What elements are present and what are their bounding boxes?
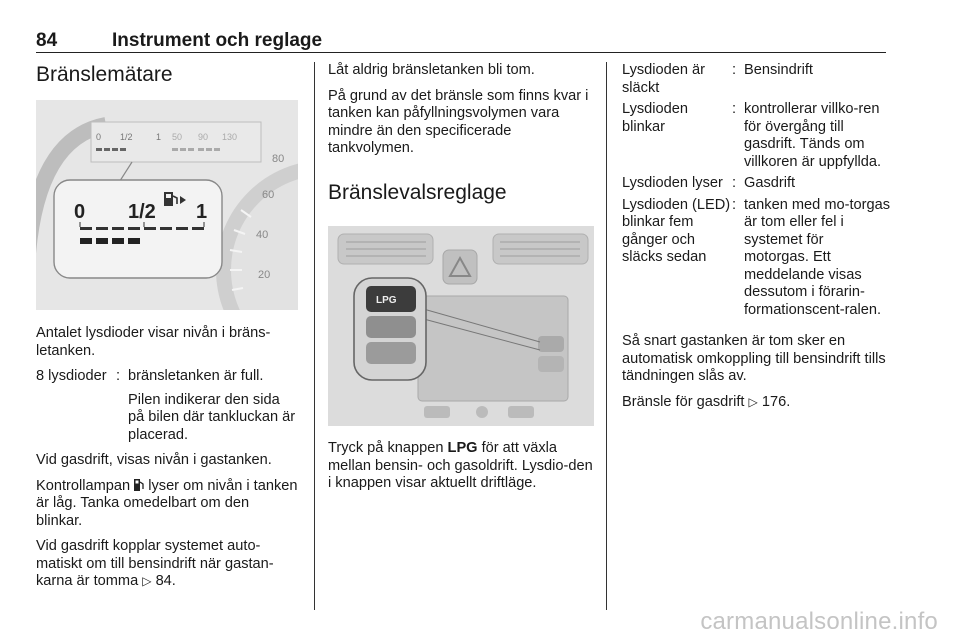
gauge-paragraph-3-a: Kontrollampan xyxy=(36,477,131,494)
led-status-desc: Gasdrift xyxy=(744,175,796,191)
led-status-desc: kontrollerar villko-ren för övergång till gasdrift. Tänds om villkoren är uppfyllda. xyxy=(744,101,882,170)
dial-mark-40: 40 xyxy=(256,229,269,241)
speed-mark-90: 90 xyxy=(198,132,209,142)
small-scale-1: 1 xyxy=(156,132,162,142)
led-status-colon: : xyxy=(732,62,737,78)
header-rule xyxy=(36,52,886,53)
led-status-term: Lysdioden är släckt xyxy=(622,62,706,96)
led-status-row xyxy=(622,175,890,193)
page-number: 84 xyxy=(36,30,58,51)
definition-desc-2: Pilen indikerar den sida på bilen där tankluckan är placerad. xyxy=(128,391,296,443)
fuel-gauge-illustration xyxy=(36,100,298,310)
page-ref-icon: ▷ xyxy=(142,574,152,588)
zoom-scale-1: 1 xyxy=(196,201,208,223)
left-column xyxy=(36,62,298,88)
dial-mark-60: 60 xyxy=(262,189,275,201)
speed-mark-130: 130 xyxy=(222,132,238,142)
right-paragraph-2-ref[interactable]: 176. xyxy=(761,393,791,410)
middle-column xyxy=(328,62,594,206)
middle-paragraph-1: Låt aldrig bränsletanken bli tom. xyxy=(328,62,535,78)
definition-term: 8 lysdioder xyxy=(36,368,107,384)
lpg-button-figure xyxy=(328,226,594,426)
definition-desc-1: bränsletanken är full. xyxy=(128,368,264,384)
column-divider-1 xyxy=(314,62,315,610)
led-status-colon: : xyxy=(732,175,737,191)
fuel-warning-icon xyxy=(134,479,144,491)
led-status-desc: Bensindrift xyxy=(744,62,813,78)
column-divider-2 xyxy=(606,62,607,610)
small-scale-half: 1/2 xyxy=(120,132,133,142)
small-scale-0: 0 xyxy=(96,132,102,142)
gauge-paragraph-1: Antalet lysdioder visar nivån i bräns-letanken. xyxy=(36,325,271,359)
left-column-text xyxy=(36,325,298,599)
watermark: carmanualsonline.info xyxy=(700,608,938,635)
section-title-fuel-gauge: Bränslemätare xyxy=(36,63,173,86)
led-status-row xyxy=(622,101,890,171)
chapter-title: Instrument och reglage xyxy=(112,30,323,51)
led-status-term: Lysdioden (LED) blinkar fem gånger och släcks sedan xyxy=(622,196,731,265)
page-ref-icon: ▷ xyxy=(748,394,758,409)
middle-paragraph-3-b: för att växla mellan bensin- och gasoldrift. Lysdio-den i knappen visar aktuellt driftläge. xyxy=(328,440,593,491)
zoom-scale-half: 1/2 xyxy=(128,201,156,223)
right-column xyxy=(622,62,890,419)
definition-desc xyxy=(128,368,298,444)
led-status-term: Lysdioden blinkar xyxy=(622,101,688,135)
zoom-scale-0: 0 xyxy=(74,201,86,223)
middle-paragraph-3 xyxy=(328,440,594,493)
definition-colon: : xyxy=(116,368,121,384)
section-title-fuel-selector: Bränslevalsreglage xyxy=(328,180,507,204)
gauge-paragraph-4-ref[interactable]: 84. xyxy=(155,573,176,589)
led-status-list xyxy=(622,62,890,319)
gauge-paragraph-4 xyxy=(36,538,298,591)
middle-column-text xyxy=(328,440,594,501)
led-status-term: Lysdioden lyser xyxy=(622,175,723,191)
right-paragraph-1: Så snart gastanken är tom sker en automatisk omkoppling till bensindrift tills tändningen slås av. xyxy=(622,333,886,384)
led-status-colon: : xyxy=(732,196,737,213)
dial-mark-20: 20 xyxy=(258,269,271,281)
fuel-gauge-figure xyxy=(36,100,298,310)
gauge-paragraph-4-text: Vid gasdrift kopplar systemet auto-matiskt om till bensindrift när gastan-karna är tomma xyxy=(36,538,274,589)
led-status-desc: tanken med mo-torgas är tom eller fel i systemet för motorgas. Ett meddelande visas dessutom i förarin-formationscent-ralen. xyxy=(744,196,891,318)
led-status-colon: : xyxy=(732,101,737,117)
led-status-row xyxy=(622,62,890,97)
lpg-button-label: LPG xyxy=(376,295,397,306)
led-status-row xyxy=(622,197,890,320)
definition-row xyxy=(36,368,298,444)
dial-mark-80: 80 xyxy=(272,153,285,165)
lpg-button-illustration xyxy=(328,226,594,426)
right-paragraph-2-a: Bränsle för gasdrift xyxy=(622,393,745,410)
middle-paragraph-3-a: Tryck på knappen xyxy=(328,440,444,456)
speed-mark-50: 50 xyxy=(172,132,183,142)
gauge-paragraph-3-b: lyser om nivån i tanken är låg. Tanka omedelbart om den blinkar. xyxy=(36,477,298,529)
gauge-paragraph-2: Vid gasdrift, visas nivån i gastanken. xyxy=(36,452,272,468)
middle-paragraph-2: På grund av det bränsle som finns kvar i tanken kan påfyllningsvolymen vara mindre än den specificerade tankvolymen. xyxy=(328,87,589,156)
right-paragraph-2 xyxy=(622,394,890,412)
lpg-inline-label: LPG xyxy=(447,440,478,456)
gauge-paragraph-3 xyxy=(36,478,298,531)
